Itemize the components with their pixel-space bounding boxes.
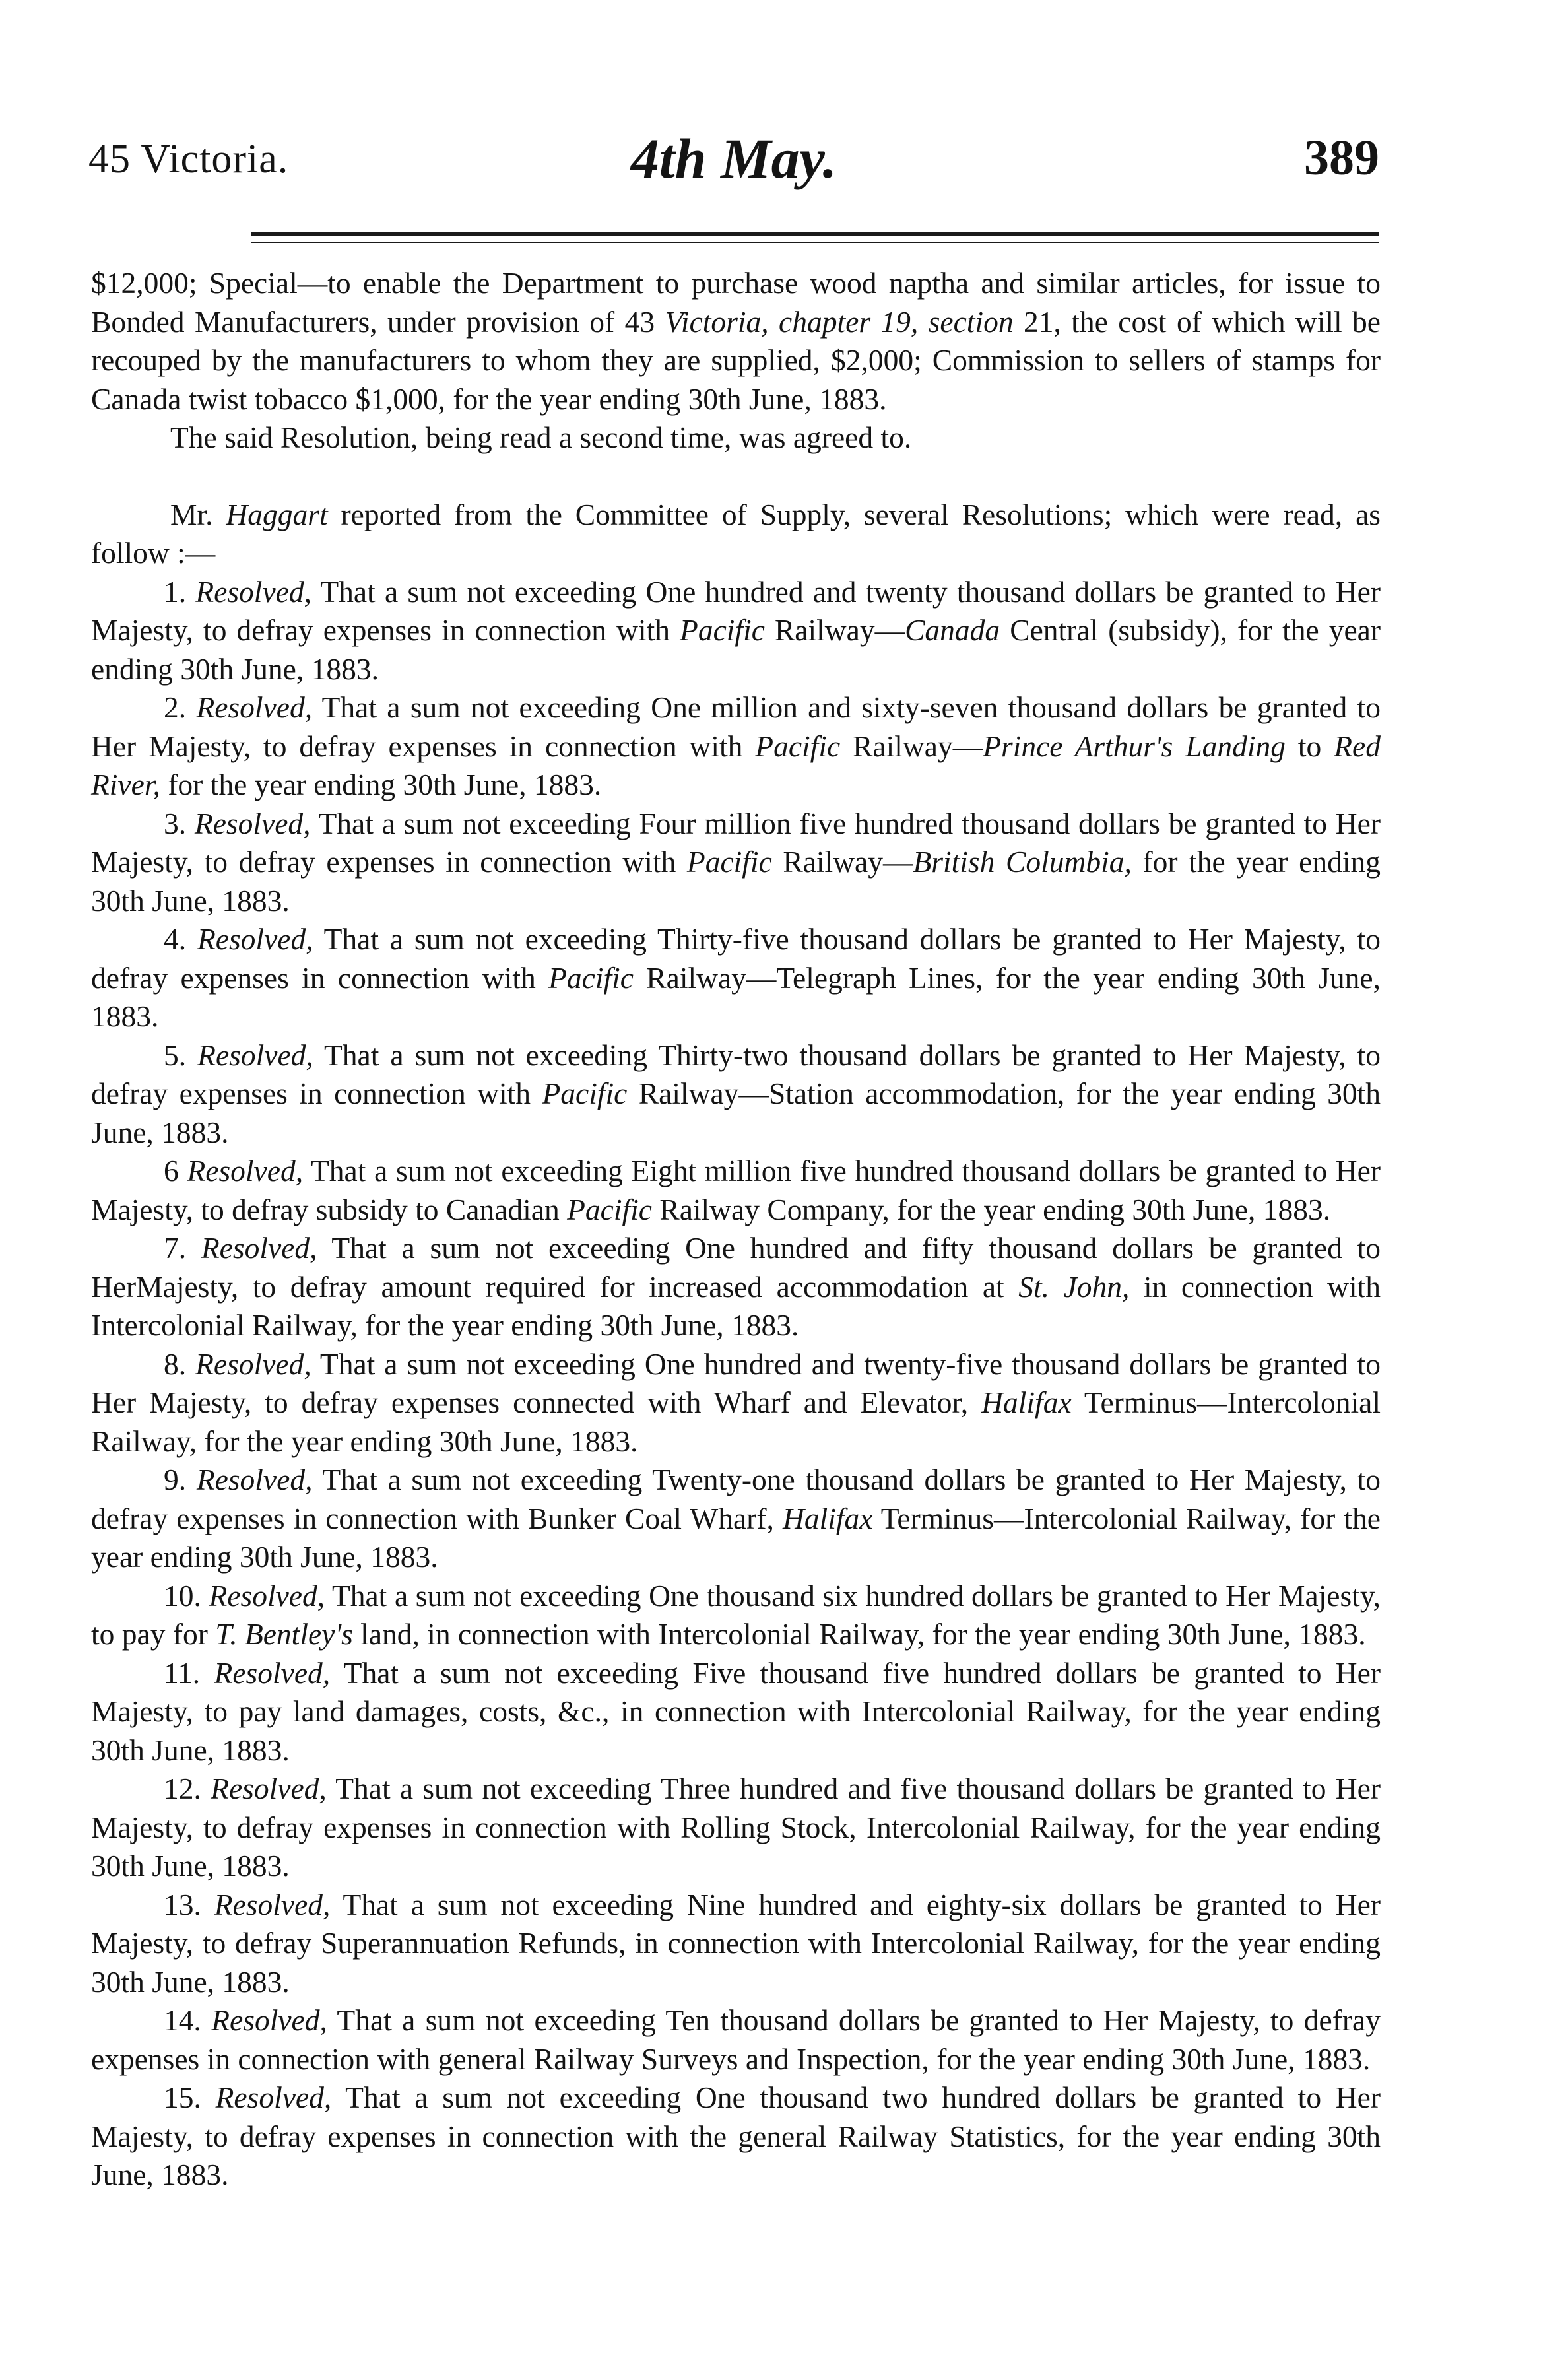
resolution-4: 4. Resolved, That a sum not exceeding Thirty-five thousand dollars be granted to Her Majesty, to defray expenses in connection with Pacific Railway—Telegraph Lines, for the year ending 30th June, 1883. bbox=[91, 922, 1381, 1033]
resolution-11: 11. Resolved, That a sum not exceeding Five thousand five hundred dollars be granted to Her Majesty, to pay land damages, costs, &c., in connection with Intercolonial Railway, for the year ending 30th June, 1883. bbox=[91, 1655, 1381, 1767]
resolution-2: 2. Resolved, That a sum not exceeding One million and sixty-seven thousand dollars be granted to Her Majesty, to defray expenses in connection with Pacific Railway—Prince Arthur's Landing to Red River, for the year ending 30th June, 1883. bbox=[91, 690, 1381, 801]
second-reading-note: The said Resolution, being read a second time, was agreed to. bbox=[170, 420, 912, 454]
resolution-5: 5. Resolved, That a sum not exceeding Thirty-two thousand dollars be granted to Her Majesty, to defray expenses in connection with Pacific Railway—Station accommodation, for the year ending 30th June, 1883. bbox=[91, 1038, 1381, 1149]
paragraph-gap bbox=[91, 457, 1381, 496]
resolution-15: 15. Resolved, That a sum not exceeding One thousand two hundred dollars be granted to Her Majesty, to defray expenses in connection with the general Railway Statistics, for the year ending 30th June, 1883. bbox=[91, 2080, 1381, 2191]
resolution-13: 13. Resolved, That a sum not exceeding Nine hundred and eighty-six dollars be granted to Her Majesty, to defray Superannuation Refunds, in connection with Intercolonial Railway, for the year ending 30th June, 1883. bbox=[91, 1887, 1381, 1999]
page-header bbox=[88, 99, 1379, 198]
resolution-6: 6 Resolved, That a sum not exceeding Eight million five hundred thousand dollars be granted to Her Majesty, to defray subsidy to Canadian Pacific Railway Company, for the year ending 30th June, 1883. bbox=[91, 1154, 1381, 1226]
header-rule-thick bbox=[251, 232, 1379, 236]
date-heading: 4th May. bbox=[630, 127, 837, 190]
session-label: 45 Victoria. bbox=[88, 137, 289, 182]
header-rule-thin bbox=[251, 242, 1379, 243]
resolution-3: 3. Resolved, That a sum not exceeding Four million five hundred thousand dollars be granted to Her Majesty, to defray expenses in connection with Pacific Railway—British Columbia, for the year ending 30th June, 1883. bbox=[91, 806, 1381, 917]
resolution-7: 7. Resolved, That a sum not exceeding One hundred and fifty thousand dollars be granted to HerMajesty, to defray amount required for increased accommodation at St. John, in connection with Intercolonial Railway, for the year ending 30th June, 1883. bbox=[91, 1231, 1381, 1342]
resolution-8: 8. Resolved, That a sum not exceeding One hundred and twenty-five thousand dollars be granted to Her Majesty, to defray expenses connected with Wharf and Elevator, Halifax Terminus—Intercolonial Railway, for the year ending 30th June, 1883. bbox=[91, 1347, 1381, 1458]
page-number: 389 bbox=[1304, 130, 1379, 185]
resolution-12: 12. Resolved, That a sum not exceeding Three hundred and five thousand dollars be granted to Her Majesty, to defray expenses in connection with Rolling Stock, Intercolonial Railway, for the year ending 30th June, 1883. bbox=[91, 1772, 1381, 1882]
committee-report: Mr. Haggart reported from the Committee of Supply, several Resolutions; which were read, as follow :— bbox=[91, 497, 1381, 570]
resolution-10: 10. Resolved, That a sum not exceeding One thousand six hundred dollars be granted to Her Majesty, to pay for T. Bentley's land, in connection with Intercolonial Railway, for the year ending 30th June, 1883. bbox=[91, 1578, 1381, 1651]
resolution-14: 14. Resolved, That a sum not exceeding Ten thousand dollars be granted to Her Majesty, to defray expenses in connection with general Railway Surveys and Inspection, for the year ending 30th June, 1883. bbox=[91, 2003, 1381, 2076]
continuation-paragraph: $12,000; Special—to enable the Department to purchase wood naptha and similar articles, for issue to Bonded Manufacturers, under provision of 43 Victoria, chapter 19, section 21, the cost of which will be recouped by the manufacturers to whom they are supplied, $2,000; Commission to sellers of stamps for Canada twist tobacco $1,000, for the year ending 30th June, 1883. bbox=[91, 266, 1381, 416]
journal-body bbox=[91, 264, 1381, 2195]
resolution-1: 1. Resolved, That a sum not exceeding One hundred and twenty thousand dollars be granted to Her Majesty, to defray expenses in connection with Pacific Railway—Canada Central (subsidy), for the year ending 30th June, 1883. bbox=[91, 574, 1381, 686]
resolution-9: 9. Resolved, That a sum not exceeding Twenty-one thousand dollars be granted to Her Majesty, to defray expenses in connection with Bunker Coal Wharf, Halifax Terminus—Intercolonial Railway, for the year ending 30th June, 1883. bbox=[91, 1463, 1381, 1574]
